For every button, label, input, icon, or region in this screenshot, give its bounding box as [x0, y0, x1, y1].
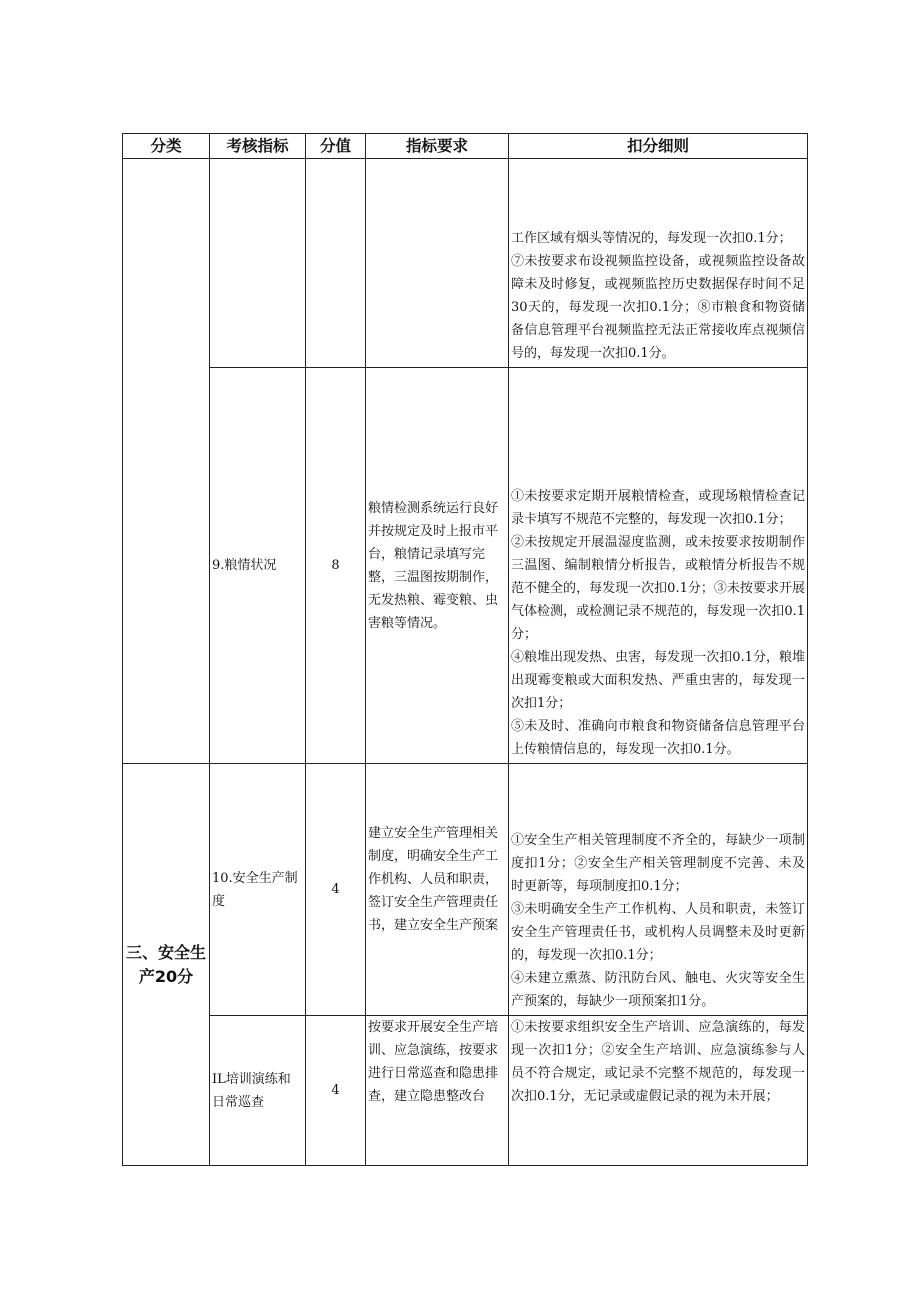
score-cell: 8 — [306, 368, 366, 764]
header-indicator: 考核指标 — [210, 134, 306, 159]
requirement-cell: 按要求开展安全生产培训、应急演练，按要求进行日常巡查和隐患排查，建立隐患整改台 — [366, 1016, 509, 1166]
indicator-cell: 9.粮情状况 — [210, 368, 306, 764]
requirement-cell: 粮情检测系统运行良好并按规定及时上报市平台，粮情记录填写完整，三温图按期制作，无发热粮、霉变粮、虫害粮等情况。 — [366, 368, 509, 764]
header-deduction: 扣分细则 — [509, 134, 808, 159]
header-score: 分值 — [306, 134, 366, 159]
table-row — [123, 764, 808, 1016]
deduction-cell: ①安全生产相关管理制度不齐全的，每缺少一项制度扣1分；②安全生产相关管理制度不完善、未及时更新等，每项制度扣0.1分； ③未明确安全生产工作机构、人员和职责，未签订安全生产管理责任书，或机构人员调整未及时更新的，每发现一次扣0.1分； ④未建立熏蒸、防汛防台风、触电、火灾等安全生产预案的，每缺少一项预案扣1分。 — [509, 764, 808, 1016]
score-cell — [306, 159, 366, 368]
score-cell: 4 — [306, 1016, 366, 1166]
deduction-cell: 工作区域有烟头等情况的，每发现一次扣0.1分； ⑦未按要求布设视频监控设备，或视频监控设备故障未及时修复，或视频监控历史数据保存时间不足30天的，每发现一次扣0.1分；⑧市粮食和物资储备信息管理平台视频监控无法正常接收库点视频信号的，每发现一次扣0.1分。 — [509, 159, 808, 368]
category-cell-empty — [123, 159, 210, 764]
score-cell: 4 — [306, 764, 366, 1016]
deduction-cell: ①未按要求定期开展粮情检查，或现场粮情检查记录卡填写不规范不完整的，每发现一次扣0.1分； ②未按规定开展温湿度监测，或未按要求按期制作三温图、编制粮情分析报告，或粮情分析报告不规范不健全的，每发现一次扣0.1分；③未按要求开展气体检测，或检测记录不规范的，每发现一次扣0.1分； ④粮堆出现发热、虫害，每发现一次扣0.1分，粮堆出现霉变粮或大面积发热、严重虫害的，每发现一次扣1分； ⑤未及时、准确向市粮食和物资储备信息管理平台上传粮情信息的，每发现一次扣0.1分。 — [509, 368, 808, 764]
indicator-cell: IL培训演练和日常巡查 — [210, 1016, 306, 1166]
table-row — [123, 159, 808, 368]
header-category: 分类 — [123, 134, 210, 159]
indicator-cell: 10.安全生产制度 — [210, 764, 306, 1016]
category-cell: 三、安全生产20分 — [123, 764, 210, 1166]
table-header-row — [123, 134, 808, 159]
indicator-cell — [210, 159, 306, 368]
assessment-table — [122, 133, 808, 1166]
deduction-cell: ①未按要求组织安全生产培训、应急演练的，每发现一次扣1分；②安全生产培训、应急演练参与人员不符合规定，或记录不完整不规范的，每发现一次扣0.1分，无记录或虚假记录的视为未开展； — [509, 1016, 808, 1166]
requirement-cell — [366, 159, 509, 368]
requirement-cell: 建立安全生产管理相关制度，明确安全生产工作机构、人员和职责，签订安全生产管理责任书，建立安全生产预案 — [366, 764, 509, 1016]
table-row — [123, 1016, 808, 1166]
header-requirement: 指标要求 — [366, 134, 509, 159]
table-row — [123, 368, 808, 764]
